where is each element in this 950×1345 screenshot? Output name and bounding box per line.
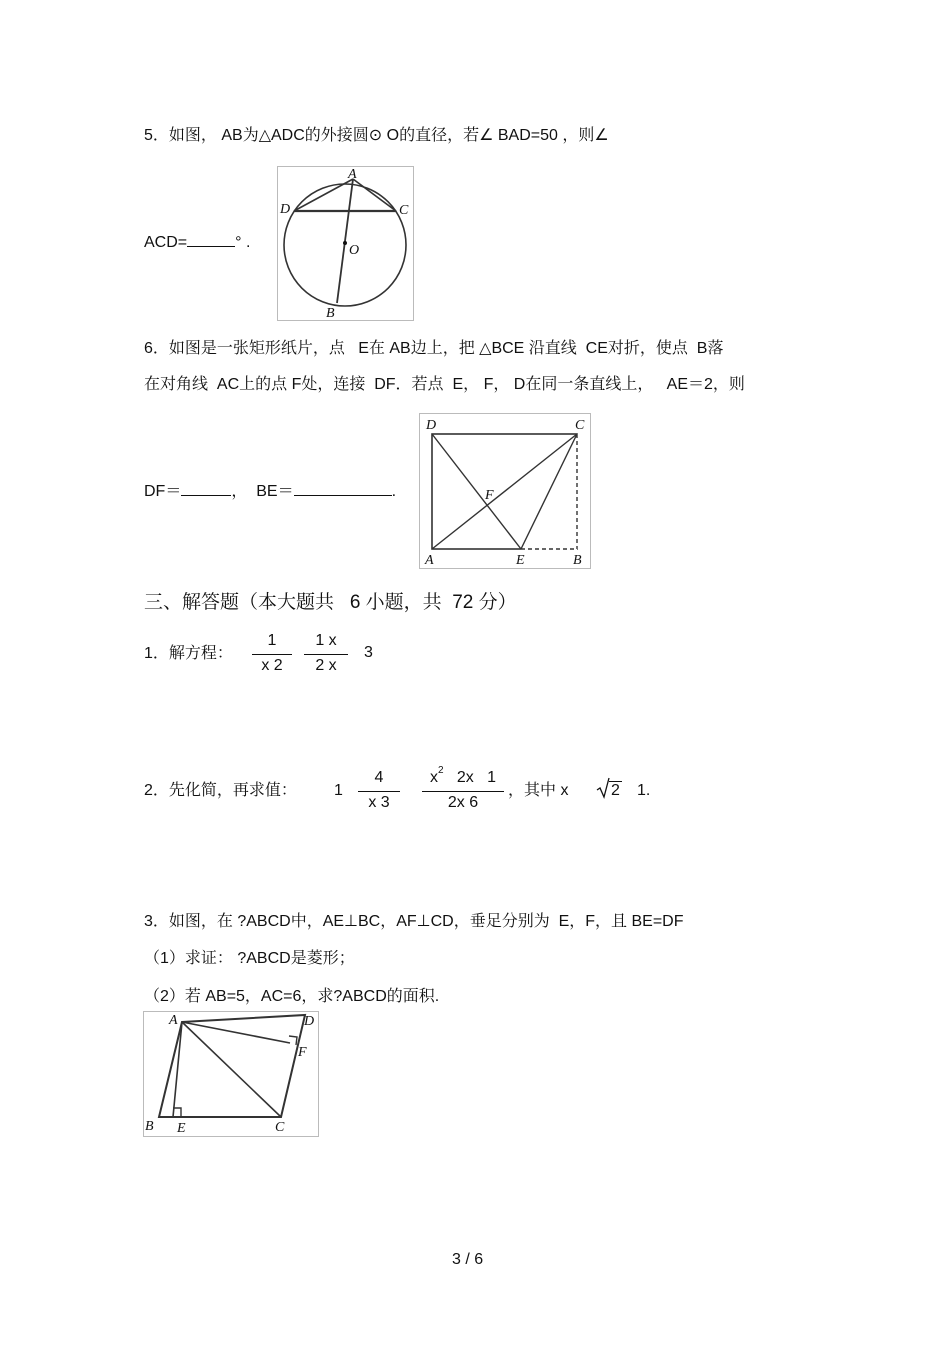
q6-label-f: F bbox=[485, 488, 494, 503]
q6-label-a: A bbox=[425, 553, 434, 568]
q6-end: . bbox=[391, 483, 397, 500]
q6-sep: ， BE＝ bbox=[231, 483, 294, 500]
q5-answer-blank[interactable] bbox=[187, 246, 235, 247]
p2-f1-numerator: 4 bbox=[374, 769, 384, 786]
p2-f2-num-rest: 2x 1 bbox=[443, 769, 497, 786]
p2-prefix: 2．先化简，再求值： bbox=[144, 782, 297, 799]
p1-prefix: 1．解方程： bbox=[144, 645, 233, 662]
p3-line2: （1）求证： ?ABCD是菱形； bbox=[144, 950, 355, 967]
p2-f2-denominator: 2x 6 bbox=[447, 794, 479, 811]
p2-one: 1 bbox=[334, 782, 343, 799]
q5-line2 bbox=[144, 233, 250, 253]
p3-label-a: A bbox=[169, 1013, 178, 1028]
p3-label-d: D bbox=[304, 1014, 315, 1029]
q6-answer-line bbox=[144, 482, 396, 502]
p2-f2-num-sup: 2 bbox=[437, 765, 444, 776]
p2-fraction-2 bbox=[422, 765, 504, 814]
q5-circle-figure bbox=[277, 166, 414, 321]
q6-label-e: E bbox=[516, 553, 525, 568]
p1-f2-numerator: 1 x bbox=[315, 632, 337, 649]
q5-label-o: O bbox=[349, 243, 360, 258]
p2-sqrt-arg: 2 bbox=[611, 782, 620, 799]
page-number: 3 / 6 bbox=[452, 1251, 484, 1268]
q6-line2: 在对角线 AC上的点 F处，连接 DF．若点 E， F， D在同一条直线上， AE＝2，则 bbox=[144, 376, 745, 393]
p1-f1-denominator: x 2 bbox=[261, 657, 283, 674]
q6-df-label: DF＝ bbox=[144, 483, 182, 500]
p2-end: 1. bbox=[637, 782, 651, 799]
q5-tail: ° . bbox=[235, 234, 251, 251]
q6-be-blank[interactable] bbox=[294, 495, 392, 496]
sqrt-sign-icon bbox=[596, 777, 610, 799]
p1-f1-numerator: 1 bbox=[267, 632, 277, 649]
q5-label-a: A bbox=[348, 167, 357, 182]
q5-label-c: C bbox=[399, 203, 409, 218]
q6-line1: 6．如图是一张矩形纸片，点 E在 AB边上，把 △BCE 沿直线 CE对折，使点 B落 bbox=[144, 340, 724, 357]
q6-rectangle-figure bbox=[419, 413, 591, 569]
q5-prefix: ACD= bbox=[144, 234, 188, 251]
p3-line1: 3．如图，在 ?ABCD中，AE⊥BC，AF⊥CD，垂足分别为 E，F，且 BE=DF bbox=[144, 913, 684, 930]
p3-label-f: F bbox=[298, 1045, 307, 1060]
p2-f1-denominator: x 3 bbox=[368, 794, 390, 811]
p2-sqrt bbox=[596, 781, 622, 801]
p2-f2-numerator bbox=[422, 765, 504, 789]
p3-line3: （2）若 AB=5，AC=6，求?ABCD的面积. bbox=[144, 988, 440, 1005]
p2-fraction-1 bbox=[358, 769, 400, 814]
p3-label-b: B bbox=[145, 1119, 154, 1134]
q5-line1: 5．如图， AB为△ADC的外接圆⊙ O的直径，若∠ BAD=50 ，则∠ bbox=[144, 127, 609, 144]
p1-rhs: 3 bbox=[364, 644, 373, 661]
p3-label-e: E bbox=[177, 1121, 186, 1136]
q6-df-blank[interactable] bbox=[181, 495, 231, 496]
p3-label-c: C bbox=[275, 1120, 285, 1135]
p1-f2-denominator: 2 x bbox=[315, 657, 337, 674]
p2-f2-num-x: x bbox=[429, 769, 438, 786]
p1-fraction-1 bbox=[252, 632, 292, 677]
p2-mid: ，其中 x bbox=[508, 782, 569, 799]
q6-label-d: D bbox=[426, 418, 437, 433]
q6-label-c: C bbox=[575, 418, 585, 433]
q5-label-d: D bbox=[280, 202, 291, 217]
p3-parallelogram-figure bbox=[143, 1011, 319, 1137]
section-3-title: 三、解答题（本大题共 6 小题，共 72 分） bbox=[144, 592, 517, 613]
p1-fraction-2 bbox=[304, 632, 348, 677]
q5-label-b: B bbox=[326, 306, 335, 320]
q6-label-b: B bbox=[573, 553, 582, 568]
